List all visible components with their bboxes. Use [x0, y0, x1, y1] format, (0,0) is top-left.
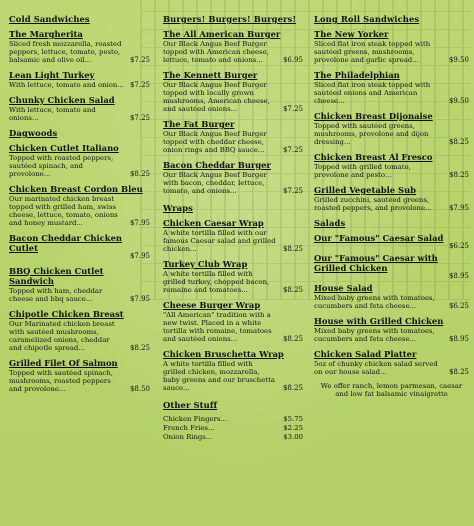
item-name: The Kennett Burger	[163, 70, 258, 80]
item-name: Chipotle Chicken Breast	[9, 309, 124, 319]
item-description: A white tortilla filled with our famous Caesar salad and grilled chicken... $8.25	[163, 229, 303, 253]
item-description: Sliced fresh mozzarella, roasted peppers, lettuce, tomato, pesto, balsamic and olive oil... $7.25	[9, 40, 150, 64]
item-name: Onion Rings...	[163, 433, 213, 441]
item-description: Our Black Angus Beef Burger topped with locally grown mushrooms, American cheese, and sautéed onions... $7.25	[163, 81, 303, 113]
menu-item	[163, 29, 303, 64]
item-price: $8.95	[448, 272, 469, 280]
item-name: The All American Burger	[163, 29, 281, 39]
item-description: With lettuce, tomato and onions... $7.25	[9, 106, 150, 122]
menu-item	[314, 283, 469, 310]
item-name: Grilled Vegetable Sub	[314, 185, 417, 195]
menu-item	[9, 143, 150, 178]
menu-item	[314, 349, 469, 376]
item-name: House with Grilled Chicken	[314, 316, 444, 326]
dressing-note: We offer ranch, lemon parmesan, caesar and low fat balsamic vinaigrette	[320, 382, 463, 398]
menu-item	[9, 266, 150, 303]
item-price: $5.75	[283, 415, 303, 423]
menu-item	[314, 70, 469, 105]
item-description: Grilled zucchini, sautéed greens, roasted peppers, and provolone... $7.95	[314, 196, 469, 212]
menu-item	[163, 119, 303, 154]
item-price: $7.95	[129, 295, 150, 303]
item-price: $8.25	[282, 335, 303, 343]
item-description: Our Marinated chicken breast with sautéed mushrooms, caramelized onions, cheddar and chipotle spread... $8.25	[9, 320, 150, 352]
column-middle	[163, 14, 303, 442]
menu-item	[314, 185, 469, 212]
menu-item	[9, 309, 150, 352]
item-name: Turkey Club Wrap	[163, 259, 248, 269]
menu-item	[314, 233, 469, 250]
item-price: $2.25	[283, 424, 303, 432]
menu-item	[163, 160, 303, 195]
item-description: Mixed baby greens with tomatoes, cucumbers and feta cheese... $6.25	[314, 294, 469, 310]
item-name: Lean Light Turkey	[9, 70, 95, 80]
section-title-burgers: Burgers! Burgers! Burgers!	[163, 14, 297, 24]
item-description: "All American" tradition with a new twist. Placed in a white tortilla with romaine, tomatoes and sautéed onions... $8.25	[163, 311, 303, 343]
item-name: Chicken Breast Dijonaise	[314, 111, 433, 121]
item-price: $8.25	[448, 138, 469, 146]
item-price: $6.25	[448, 242, 469, 250]
column-right	[314, 14, 469, 398]
menu-item	[163, 433, 303, 442]
menu-item	[163, 349, 303, 392]
item-price: $8.25	[448, 171, 469, 179]
item-name: Chicken Cutlet Italiano	[9, 143, 119, 153]
item-name: Chicken Bruschetta Wrap	[163, 349, 284, 359]
menu-item	[163, 424, 303, 433]
menu-item	[163, 415, 303, 424]
item-description: Our Black Angus Beef Burger topped with cheddar cheese, onion rings and BBQ sauce... $7.25	[163, 130, 303, 154]
item-name: Chicken Caesar Wrap	[163, 218, 264, 228]
item-price: $7.95	[448, 204, 469, 212]
section-title-wraps: Wraps	[163, 203, 193, 213]
item-price: $8.25	[129, 170, 150, 178]
menu-item	[9, 70, 150, 89]
item-description: Mixed baby greens with tomatoes, cucumbers and feta cheese... $8.95	[314, 327, 469, 343]
item-price: $7.95	[129, 219, 150, 227]
item-description: Our Black Angus Beef Burger with bacon, cheddar, lettuce, tomato, and onions... $7.25	[163, 171, 303, 195]
section-title-long-roll: Long Roll Sandwiches	[314, 14, 420, 24]
item-description: Sliced flat iron steak topped with sautéed onions and American cheese... $9.50	[314, 81, 469, 105]
item-name: Our "Famous" Caesar with Grilled Chicken	[314, 253, 438, 273]
item-price: $6.95	[282, 56, 303, 64]
menu-item	[314, 316, 469, 343]
menu-item	[9, 358, 150, 393]
item-price: $9.50	[448, 97, 469, 105]
menu-item	[9, 29, 150, 64]
item-name: Cheese Burger Wrap	[163, 300, 261, 310]
item-description: Our marinated chicken breast topped with grilled ham, swiss cheese, lettuce, tomato, onions and honey mustard... $7.95	[9, 195, 150, 227]
item-price: $8.50	[129, 385, 150, 393]
item-name: Chicken Breast Cordon Bleu	[9, 184, 143, 194]
menu-item	[9, 233, 150, 260]
item-name: Chunky Chicken Salad	[9, 95, 115, 105]
item-description: Topped with grilled tomato, provolone and pesto... $8.25	[314, 163, 469, 179]
item-price: $3.00	[283, 433, 303, 441]
item-price: $9.50	[448, 56, 469, 64]
menu-item	[9, 95, 150, 122]
menu-item	[314, 152, 469, 179]
item-name: French Fries...	[163, 424, 215, 432]
item-description: Topped with ham, cheddar cheese and bbq sauce... $7.95	[9, 287, 150, 303]
item-price: $8.95	[448, 335, 469, 343]
item-name: The Fat Burger	[163, 119, 235, 129]
menu-item	[314, 29, 469, 64]
item-name: Chicken Salad Platter	[314, 349, 417, 359]
item-description: 5oz of chunky chicken salad served on our house salad... $8.25	[314, 360, 469, 376]
column-left	[9, 14, 150, 399]
item-description: Sliced flat iron steak topped with sautéed greens, mushrooms, provolone and garlic spread... $9.50	[314, 40, 469, 64]
item-price: $8.25	[282, 384, 303, 392]
item-description: A white tortilla filled with grilled turkey, chopped bacon, romaine and tomatoes... $8.25	[163, 270, 303, 294]
item-price: $7.25	[282, 187, 303, 195]
item-name: The Margherita	[9, 29, 83, 39]
item-price: $8.25	[282, 245, 303, 253]
item-price: $7.25	[129, 114, 150, 122]
item-price: $6.25	[448, 302, 469, 310]
item-description: Topped with sautéed greens, mushrooms, provolone and dijon dressing... $8.25	[314, 122, 469, 146]
section-title-salads: Salads	[314, 218, 346, 228]
item-description: Topped with sautéed spinach, mushrooms, roasted peppers and provolone... $8.50	[9, 369, 150, 393]
menu-item	[314, 111, 469, 146]
item-name: Bacon Cheddar Chicken Cutlet	[9, 233, 123, 253]
item-price: $7.25	[129, 56, 150, 64]
item-description: Our Black Angus Beef Burger topped with American cheese, lettuce, tomato and onions... $6.95	[163, 40, 303, 64]
item-name: Chicken Fingers...	[163, 415, 227, 423]
item-name: Grilled Filet Of Salmon	[9, 358, 118, 368]
item-name: Bacon Cheddar Burger	[163, 160, 271, 170]
menu-item	[314, 253, 469, 280]
item-price: $7.25	[129, 81, 150, 89]
section-title-cold-sandwiches: Cold Sandwiches	[9, 14, 90, 24]
menu-item	[163, 259, 303, 294]
item-price: $7.25	[282, 146, 303, 154]
item-name: The Philadelphian	[314, 70, 400, 80]
item-price: $8.25	[129, 344, 150, 352]
menu-item	[9, 184, 150, 227]
item-price: $7.95	[129, 252, 150, 260]
item-description: A white tortilla filled with grilled chicken, mozzarella, baby greens and our bruschetta sauce... $8.25	[163, 360, 303, 392]
section-title-dagwoods: Dagwoods	[9, 128, 58, 138]
item-name: The New Yorker	[314, 29, 389, 39]
item-name: Chicken Breast Al Fresco	[314, 152, 433, 162]
item-description: Topped with roasted peppers, sautéed spinach, and provolone... $8.25	[9, 154, 150, 178]
item-description: With lettuce, tomato and onion... $7.25	[9, 81, 150, 89]
item-price: $8.25	[448, 368, 469, 376]
item-name: House Salad	[314, 283, 373, 293]
item-name: Our "Famous" Caesar Salad	[314, 233, 444, 243]
section-title-other-stuff: Other Stuff	[163, 400, 218, 410]
item-price: $7.25	[282, 105, 303, 113]
menu-item	[163, 218, 303, 253]
item-price: $8.25	[282, 286, 303, 294]
menu-item	[163, 300, 303, 343]
menu-item	[163, 70, 303, 113]
item-name: BBQ Chicken Cutlet Sandwich	[9, 266, 104, 286]
